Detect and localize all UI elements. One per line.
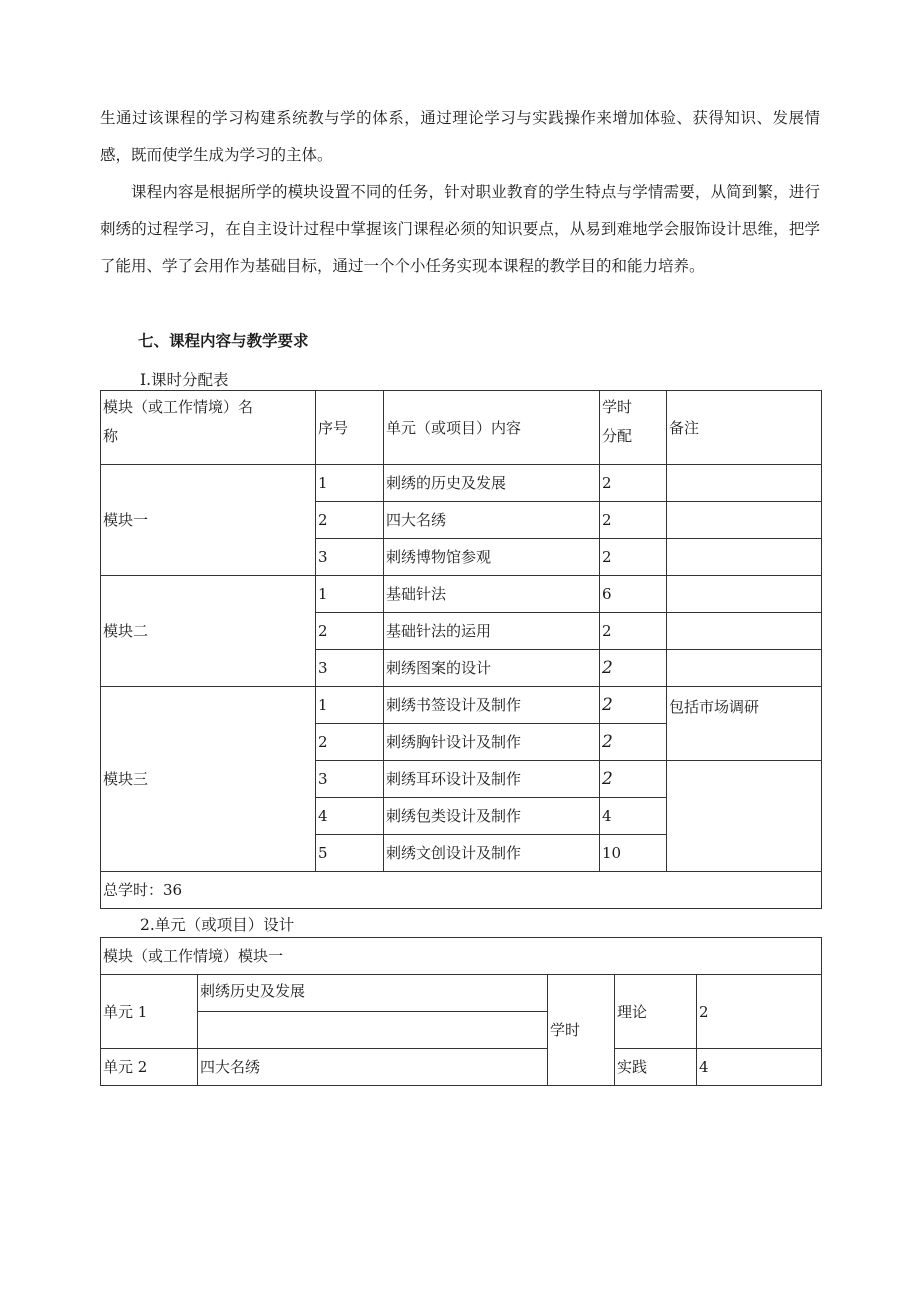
total-row <box>101 872 822 909</box>
cell-seq: 2 <box>316 502 384 539</box>
cell-note <box>667 502 822 539</box>
theory-value: 2 <box>697 975 822 1049</box>
header-note: 备注 <box>667 391 822 465</box>
module-name: 模块三 <box>101 687 316 872</box>
table2-caption: 2.单元（或项目）设计 <box>140 916 295 934</box>
table-row <box>101 576 822 613</box>
unit-design-table <box>100 937 822 1086</box>
cell-seq: 2 <box>316 724 384 761</box>
cell-content: 刺绣的历史及发展 <box>384 465 600 502</box>
header-unit: 单元（或项目）内容 <box>384 391 600 465</box>
unit2-content: 四大名绣 <box>198 1049 548 1086</box>
hours-allocation-table <box>100 390 822 909</box>
cell-seq: 3 <box>316 761 384 798</box>
cell-seq: 3 <box>316 650 384 687</box>
unit1-content: 刺绣历史及发展 <box>198 975 548 1012</box>
unit1-row <box>101 975 822 1012</box>
cell-hours: 2 <box>600 613 667 650</box>
cell-note <box>667 761 822 872</box>
cell-note <box>667 613 822 650</box>
cell-hours: 2 <box>600 761 667 798</box>
cell-note-market-research: 包括市场调研 <box>667 687 822 761</box>
cell-content: 四大名绣 <box>384 502 600 539</box>
header-seq: 序号 <box>316 391 384 465</box>
cell-content: 刺绣耳环设计及制作 <box>384 761 600 798</box>
unit2-label: 单元 2 <box>101 1049 198 1086</box>
cell-seq: 1 <box>316 576 384 613</box>
cell-seq: 1 <box>316 687 384 724</box>
header-hours: 学时 分配 <box>600 391 667 465</box>
cell-content: 刺绣文创设计及制作 <box>384 835 600 872</box>
cell-seq: 1 <box>316 465 384 502</box>
cell-seq: 4 <box>316 798 384 835</box>
cell-hours: 4 <box>600 798 667 835</box>
cell-content: 刺绣图案的设计 <box>384 650 600 687</box>
cell-hours: 2 <box>600 650 667 687</box>
cell-content: 基础针法 <box>384 576 600 613</box>
table-row <box>101 465 822 502</box>
module-name: 模块一 <box>101 465 316 576</box>
cell-note <box>667 650 822 687</box>
table1-caption: I.课时分配表 <box>140 371 229 389</box>
table-row <box>101 687 822 724</box>
module-label: 模块（或工作情境）模块一 <box>101 938 822 975</box>
header-module: 模块（或工作情境）名 称 <box>101 391 316 465</box>
unit2-row <box>101 1049 822 1086</box>
table-header-row <box>101 391 822 465</box>
cell-seq: 5 <box>316 835 384 872</box>
section-heading: 七、课程内容与教学要求 <box>138 331 309 350</box>
cell-hours: 10 <box>600 835 667 872</box>
module-row <box>101 938 822 975</box>
cell-note <box>667 576 822 613</box>
cell-note <box>667 465 822 502</box>
practice-value: 4 <box>697 1049 822 1086</box>
cell-hours: 2 <box>600 724 667 761</box>
cell-note <box>667 539 822 576</box>
course-content-paragraph: 课程内容是根据所学的模块设置不同的任务，针对职业教育的学生特点与学情需要，从简到繁，进行刺绣的过程学习，在自主设计过程中掌握该门课程必须的知识要点，从易到难地学会服饰设计思维，把学了能用、学了会用作为基础目标，通过一个个小任务实现本课程的教学目的和能力培养。 <box>100 183 820 275</box>
cell-hours: 2 <box>600 687 667 724</box>
cell-hours: 2 <box>600 539 667 576</box>
intro-paragraph-continued: 生通过该课程的学习构建系统教与学的体系，通过理论学习与实践操作来增加体验、获得知识、发展情感，既而使学生成为学习的主体。 <box>100 109 820 164</box>
cell-content: 刺绣博物馆参观 <box>384 539 600 576</box>
cell-content: 刺绣胸针设计及制作 <box>384 724 600 761</box>
unit1-blank-cell <box>198 1012 548 1049</box>
unit1-label: 单元 1 <box>101 975 198 1049</box>
cell-content: 基础针法的运用 <box>384 613 600 650</box>
cell-hours: 2 <box>600 465 667 502</box>
cell-content: 刺绣包类设计及制作 <box>384 798 600 835</box>
cell-content: 刺绣书签设计及制作 <box>384 687 600 724</box>
theory-label: 理论 <box>615 975 697 1049</box>
cell-hours: 6 <box>600 576 667 613</box>
hours-label: 学时 <box>548 975 615 1086</box>
cell-seq: 3 <box>316 539 384 576</box>
cell-hours: 2 <box>600 502 667 539</box>
cell-seq: 2 <box>316 613 384 650</box>
practice-label: 实践 <box>615 1049 697 1086</box>
module-name: 模块二 <box>101 576 316 687</box>
total-hours: 总学时：36 <box>101 872 822 909</box>
